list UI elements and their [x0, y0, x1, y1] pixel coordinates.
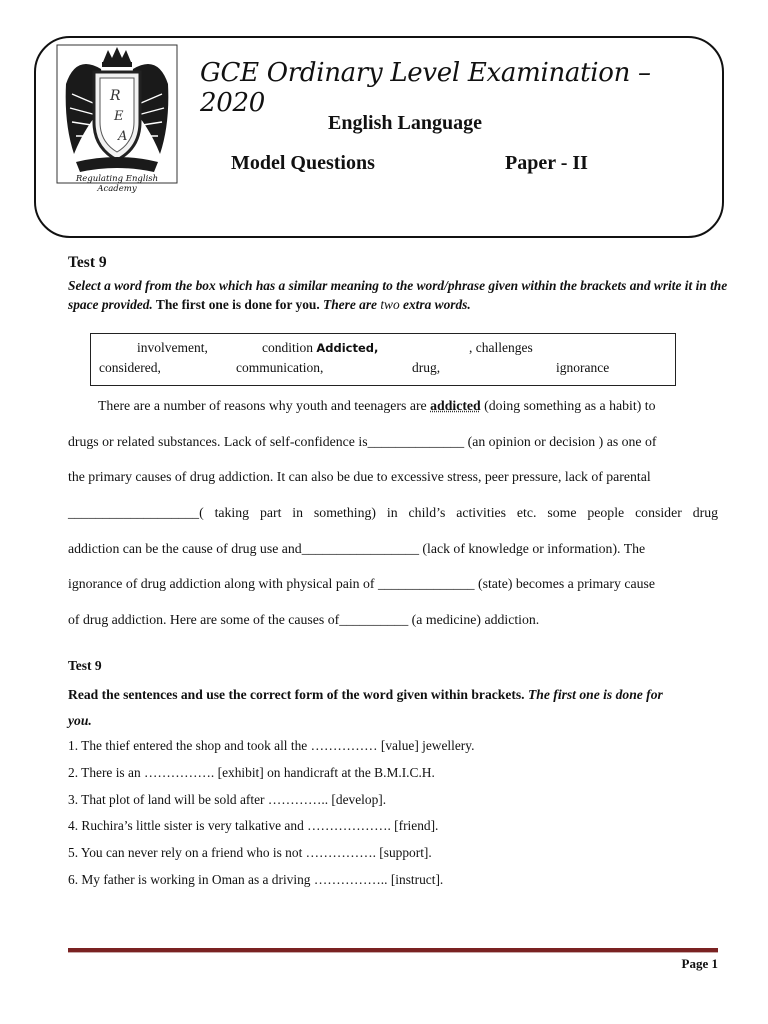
sentence-item: 2. There is an ……………. [exhibit] on handicraft at the B.M.I.C.H. — [68, 764, 435, 780]
instruction-1-italic: Select a word from the box which has a similar meaning to the word/phrase given within the brackets and write it in the space provided. — [68, 278, 728, 312]
example-answer: addicted — [430, 398, 481, 413]
logo-caption: Regulating English Academy — [75, 174, 159, 194]
crest-icon — [56, 44, 178, 184]
svg-text:R: R — [110, 88, 121, 104]
word-ignorance: ignorance — [556, 360, 610, 375]
instruction-1 — [68, 276, 728, 314]
model-questions-label: Model Questions — [231, 152, 375, 174]
instruction-2 — [68, 682, 728, 734]
sentence-item: 4. Ruchira’s little sister is very talkative and ………………. [friend]. — [68, 818, 439, 834]
svg-text:A: A — [118, 129, 128, 144]
passage-line-3: the primary causes of drug addiction. It can also be due to excessive stress, peer pressure, lack of parental — [68, 469, 651, 485]
test-heading-1: Test 9 — [68, 254, 107, 271]
passage-line-6: ignorance of drug addiction along with physical pain of ______________ (state) becomes a primary cause — [68, 576, 655, 592]
test-heading-2: Test 9 — [68, 658, 102, 673]
subject-title: English Language — [328, 112, 482, 134]
instruction-1-tail-pre: There are — [319, 297, 381, 312]
instruction-1-tail-post: extra words. — [399, 297, 471, 312]
svg-text:E: E — [114, 109, 124, 124]
passage — [68, 396, 718, 646]
instruction-2-bold: Read the sentences and use the correct form of the word given within brackets. — [68, 687, 525, 702]
instruction-2-italic-1: The first one is done for — [524, 687, 663, 702]
sentence-item: 3. That plot of land will be sold after ………….. [develop]. — [68, 791, 387, 807]
passage-line-1: There are a number of reasons why youth and teenagers are addicted (doing something as a habit) to — [98, 398, 656, 413]
word-challenges: , challenges — [469, 340, 533, 355]
paper-label: Paper - II — [505, 152, 588, 174]
passage-line-7: of drug addiction. Here are some of the causes of__________ (a medicine) addiction. — [68, 612, 540, 628]
sentence-item: 1. The thief entered the shop and took all the …………… [value] jewellery. — [68, 738, 475, 753]
word-drug: drug, — [412, 360, 441, 375]
word-involvement: involvement, — [137, 340, 208, 355]
page-number: Page 1 — [681, 956, 718, 971]
instruction-1-two: two — [380, 297, 400, 312]
instruction-1-bold: The first one is done for you. — [152, 297, 320, 312]
word-box — [90, 333, 676, 386]
sentence-item: 6. My father is working in Oman as a driving …………….. [instruct]. — [68, 871, 444, 887]
academy-logo — [56, 44, 178, 196]
sentence-item: 5. You can never rely on a friend who is not ……………. [support]. — [68, 845, 432, 861]
word-communication: communication, — [236, 360, 324, 375]
word-addicted: Addicted, — [316, 341, 379, 355]
exam-title: GCE Ordinary Level Examination – 2020 — [200, 58, 651, 118]
sentence-list — [68, 735, 728, 896]
passage-line-4: ___________________( taking part in something) in child’s activities etc. some people consider drug — [68, 505, 718, 521]
passage-line-5: addiction can be the cause of drug use and_________________ (lack of knowledge or information). The — [68, 540, 646, 556]
passage-line-2: drugs or related substances. Lack of self-confidence is______________ (an opinion or decision ) as one of — [68, 433, 657, 449]
word-condition: condition Addicted, — [262, 340, 379, 355]
instruction-2-italic-2: you. — [68, 713, 92, 728]
footer-rule — [68, 948, 718, 953]
word-considered: considered, — [99, 360, 161, 375]
